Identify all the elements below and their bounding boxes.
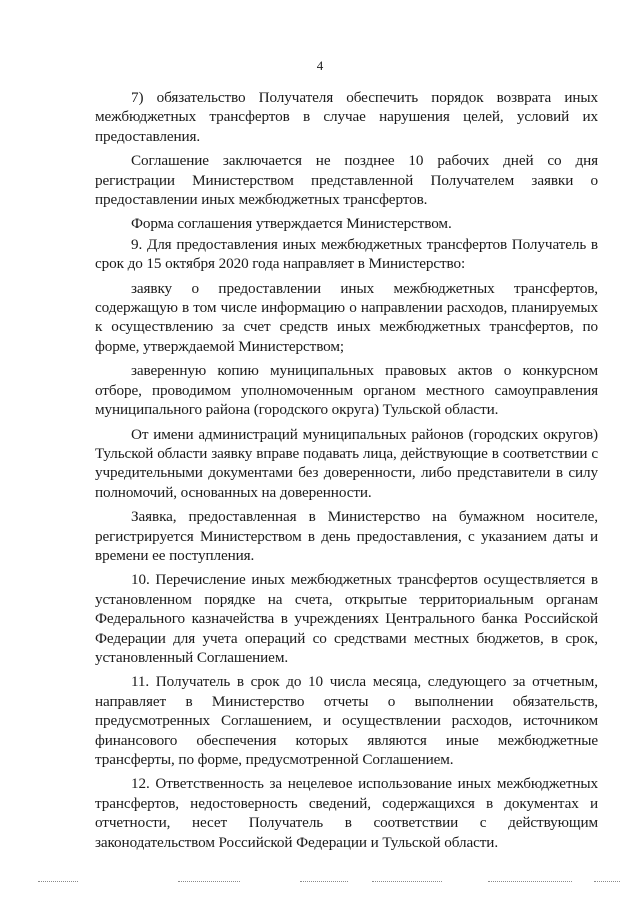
paragraph-application-item: заявку о предоставлении иных межбюджетных трансфертов, содержащую в том числе информацию о направлении расходов, планируемых к осуществлению за счет средств иных межбюджетных трансфертов, по форме, утверждаемой Министерством; <box>95 279 598 355</box>
paragraph-agreement-deadline: Соглашение заключается не позднее 10 рабочих дней со дня регистрации Министерством представленной Получателем заявки о предоставлении иных межбюджетных трансфертов. <box>95 152 598 209</box>
paragraph-7-obligation: 7) обязательство Получателя обеспечить порядок возврата иных межбюджетных трансфертов в случае нарушения целей, условий их предоставления. <box>95 89 598 145</box>
paragraph-legal-acts-item: заверенную копию муниципальных правовых актов о конкурсном отборе, проводимом уполномоченным органом местного самоуправления муниципального района (городского округа) Тульской области. <box>95 362 598 419</box>
scan-mark <box>372 881 442 882</box>
scan-mark <box>594 881 620 882</box>
document-body <box>95 88 598 857</box>
paragraph-11-reports: 11. Получатель в срок до 10 числа месяца, следующего за отчетным, направляет в Министерство отчеты о выполнении обязательств, предусмотренных Соглашением, и осуществлении расходов, источником финансового обеспечения которых являются иные межбюджетные трансферты, по форме, предусмотренной Соглашением. <box>95 673 598 768</box>
page-number: 4 <box>316 58 324 73</box>
scan-mark <box>300 881 348 882</box>
footer-scan-marks <box>0 881 640 885</box>
paragraph-10-transfer: 10. Перечисление иных межбюджетных трансфертов осуществляется в установленном порядке на счета, открытые территориальным органам Федерального казначейства в учреждениях Центрального банка Российской Федерации для учета операций со средствами местных бюджетов, в срок, установленный Соглашением. <box>95 571 598 666</box>
paragraph-authorized-persons: От имени администраций муниципальных районов (городских округов) Тульской области заявку вправе подавать лица, действующие в соответствии с учредительными документами без доверенности, либо представители в силу полномочий, основанных на доверенности. <box>95 425 598 501</box>
scan-mark <box>38 881 78 882</box>
paragraph-registration: Заявка, предоставленная в Министерство на бумажном носителе, регистрируется Министерством в день предоставления, с указанием даты и времени ее поступления. <box>95 508 598 564</box>
paragraph-9-application: 9. Для предоставления иных межбюджетных трансфертов Получатель в срок до 15 октября 2020 года направляет в Министерство: <box>95 235 598 273</box>
scan-mark <box>488 881 572 882</box>
scan-mark <box>178 881 240 882</box>
paragraph-agreement-form: Форма соглашения утверждается Министерством. <box>131 215 452 233</box>
paragraph-12-responsibility: 12. Ответственность за нецелевое использование иных межбюджетных трансфертов, недостоверность сведений, содержащихся в документах и отчетности, несет Получатель в соответствии с действующим законодательством Российской Федерации и Тульской области. <box>95 775 598 851</box>
